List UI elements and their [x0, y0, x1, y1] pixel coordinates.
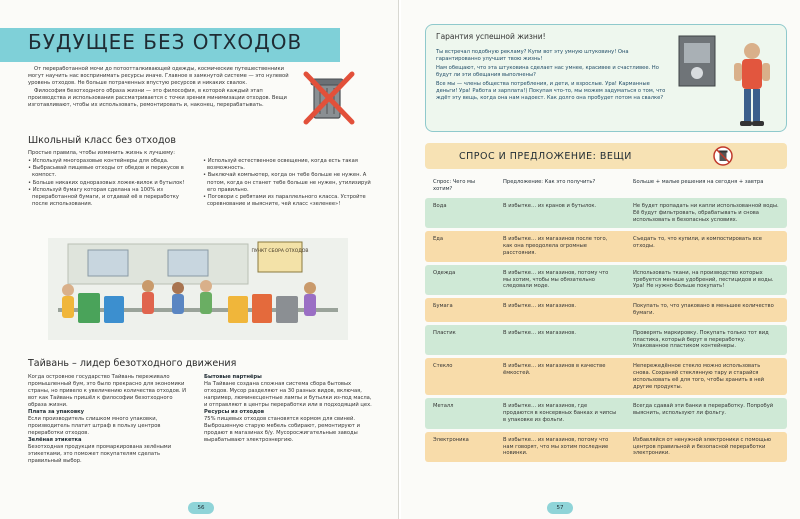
- row-label: Одежда: [433, 269, 456, 276]
- row-label: Пластик: [433, 329, 456, 336]
- page-title: БУДУЩЕЕ БЕЗ ОТХОДОВ: [28, 30, 303, 54]
- table-row: [425, 231, 787, 261]
- row-label: Бумага: [433, 303, 453, 310]
- row-supply: В избытке… из кранов и бутылок.: [503, 203, 597, 209]
- row-supply: В избытке… из магазинов, потому что мы хотим, чтобы мы обязательно следовали моде.: [503, 269, 609, 290]
- school-heading: Школьный класс без отходов: [28, 135, 176, 146]
- promo-title: Гарантия успешной жизни!: [436, 32, 546, 41]
- row-supply: В избытке… из магазинов в качестве ёмкостей.: [503, 363, 606, 376]
- pack-text: Если производитель слишком много упаковки, производитель платит штраф в пользу центров переработки отходов.: [28, 416, 161, 436]
- page-number: 57: [547, 502, 573, 514]
- row-solution: Избавляйся от ненужной электроники с помощью центров правильной и безопасной переработки электроники.: [633, 436, 772, 457]
- intro-paragraph: Философия безотходного образа жизни — это философия, в которой каждый этап производства и использования рассматривается с точки зрения минимизации отходов. Вещи изготавливают, чтобы их использовать, ремонтировать и, наконец, перерабатывать.: [28, 88, 287, 108]
- rules-list-1: [28, 158, 193, 208]
- list-item: • Используй бумагу которая сделана на 100% из переработанной бумаги, и отдавай её в переработку после использования.: [28, 186, 179, 208]
- green-title: Зелёная этикетка: [28, 437, 82, 443]
- taiwan-column-2: [204, 374, 374, 444]
- intro-paragraph: От переработанной мочи до потоотталкивающей одежды, космические путешественники могут научить нас воспринимать ресурсы иначе. Главное в замкнутой системе — это нулевой уровень отходов. Не больше потраченных впустую ресурсов и никаких свалок.: [28, 66, 289, 86]
- green-text: Безотходная продукция промаркирована зелёными этикетками, это поможет покупателям сделать правильный выбор.: [28, 444, 172, 464]
- row-supply: В избытке… из магазинов после того, как она преодолела огромные расстояния.: [503, 236, 608, 256]
- row-label: Стекло: [433, 363, 453, 370]
- row-label: Еда: [433, 236, 444, 243]
- row-solution: Проверять маркировку. Покупать только тот вид пластика, который берут в переработку. Упакованное пластиком контейнеры.: [633, 329, 769, 350]
- table-row: [425, 325, 787, 355]
- resources-text: 75% пищевых отходов становятся кормом для свиней. Выброшенную старую мебель собирают, ремонтируют и продают в магазинах б/у. Мусоросжигательные заводы вырабатывают электроэнергию.: [204, 416, 360, 443]
- row-label: Металл: [433, 403, 454, 410]
- right-page: [401, 0, 800, 519]
- row-supply: В избытке… из магазинов, потому что нам говорят, что мы хотим последние новинки.: [503, 436, 609, 457]
- row-solution: Использовать ткани, на производство которых требуется меньше удобрений, пестицидов и воды. Ура! Не нужно больше покупать!: [633, 269, 774, 290]
- row-supply: В избытке… из магазинов.: [503, 303, 576, 310]
- row-solution: Непережедённое стекло можно использовать снова. Сохраняй стеклянную тару и старайся использовать её для того, чтобы хранить в ней другие продукты.: [633, 363, 765, 390]
- list-item: • Выключай компьютер, когда он тебе больше не нужен. А потом, когда он станет тебе больше не нужен, утилизируй его правильно.: [203, 172, 371, 193]
- supply-demand-table: [425, 176, 787, 465]
- row-label: Электроника: [433, 436, 469, 443]
- poster-label: ПУНКТ СБОРА ОТХОДОВ: [251, 249, 309, 254]
- header-demand: Спрос: Чего мы хотим?: [433, 179, 476, 192]
- row-solution: Всегда сдавай эти банки в переработку. Попробуй выяснить, используют ли фольгу.: [633, 403, 774, 417]
- taiwan-intro: Когда островное государство Тайвань переживало промышленный бум, это было прекрасно для экономики страны, но привело к увеличению количества отходов. И вот как Тайвань пришёл к философии безотходного образа жизни.: [28, 374, 187, 408]
- taiwan-column-1: [28, 374, 192, 465]
- promo-paragraph: Нам обещают, что эта штуковина сделает нас умнее, красивее и счастливее. Но будут ли эти обещания выполнены?: [436, 65, 659, 78]
- left-page: [0, 0, 399, 519]
- resources-title: Ресурсы из отходов: [204, 409, 265, 415]
- partners-title: Бытовые партнёры: [204, 374, 262, 380]
- table-row: [425, 198, 787, 228]
- man-illustration: [720, 39, 780, 129]
- rules-intro: Простые правила, чтобы изменить жизнь к лучшему:: [28, 150, 175, 156]
- promo-paragraph: Ты встречал подобную рекламу? Купи вот эту умную штуковину! Она гарантированно улучшит твою жизнь!: [436, 49, 629, 62]
- rules-list-2: [203, 158, 373, 208]
- row-supply: В избытке… из магазинов, где продаются в консервных банках и чипсы в упаковке из фольги.: [503, 403, 617, 423]
- taiwan-heading: Тайвань – лидер безотходного движения: [28, 358, 237, 369]
- list-item: • Выбрасывай пищевые отходы от обедов и перекусов в компост.: [28, 165, 184, 179]
- promo-paragraph: Все мы — члены общества потребления, и дети, и взрослые. Ура! Карманные деньги! Ура! Работа и зарплата!) Покупая что-то, мы можем задуматься о том, что ждёт эту вещь, когда она нам надоест. Как долго она пробудет потом на свалке?: [436, 81, 666, 101]
- row-solution: Съедать то, что купили, и компостировать все отходы.: [633, 236, 762, 250]
- list-item: • Используй естественное освещение, когда есть такая возможность.: [203, 158, 358, 172]
- row-solution: Не будет пропадать ни капли использованной воды. Её будут фильтровать, обрабатывать и снова использовать в безопасных условиях.: [633, 203, 779, 223]
- table-row: [425, 298, 787, 322]
- row-supply: В избытке… из магазинов.: [503, 329, 576, 336]
- table-header: [425, 176, 787, 198]
- pack-title: Плата за упаковку: [28, 409, 85, 415]
- table-row: [425, 358, 787, 395]
- supply-demand-title: СПРОС И ПРЕДЛОЖЕНИЕ: ВЕЩИ: [459, 151, 632, 162]
- gadget-poster-icon: [678, 35, 716, 87]
- page-number: 56: [188, 502, 214, 514]
- header-solutions: Больше + малые решения на сегодня + завтра: [633, 179, 764, 185]
- supply-demand-band: [425, 143, 787, 169]
- header-supply: Предложение: Как это получить?: [503, 179, 596, 185]
- no-trash-icon: [713, 146, 733, 166]
- list-item: • Поговори с ребятами из параллельного класса. Устройте соревнование и выясните, чей класс «зеленее»!: [203, 194, 366, 208]
- promo-box: [425, 24, 787, 132]
- list-item: • Используй многоразовые контейнеры для обеда.: [28, 158, 169, 164]
- table-row: [425, 265, 787, 295]
- crossed-trash-icon: [300, 66, 358, 128]
- table-row: [425, 398, 787, 428]
- partners-text: На Тайване создана сложная система сбора бытовых отходов. Мусор разделяют на 30 разных видов, включая, например, люминесцентные лампы и бутылки из-под масла, и отправляют в центры переработки или в подходящий цех.: [204, 381, 372, 408]
- list-item: • Больше никаких одноразовых ложек-вилок и бутылок!: [28, 179, 185, 186]
- table-row: [425, 432, 787, 462]
- classroom-illustration: [48, 238, 348, 340]
- row-solution: Покупать то, что упаковано в меньшее количество бумаги.: [633, 303, 774, 316]
- intro-text: [28, 66, 300, 111]
- promo-text: [436, 49, 666, 104]
- row-label: Вода: [433, 203, 447, 209]
